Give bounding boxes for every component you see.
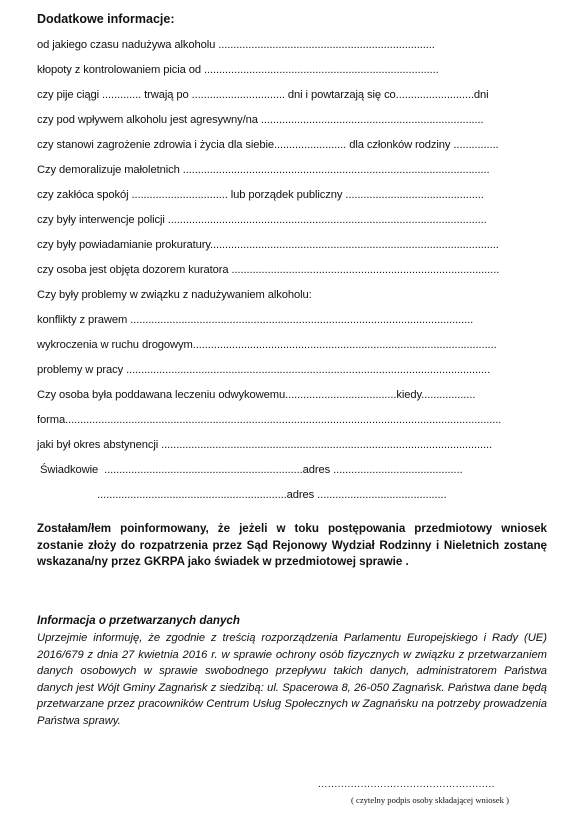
question-alcohol-problems: Czy były problemy w związku z nadużywaniem alkoholu:	[37, 289, 312, 301]
question-demoralization: Czy demoralizuje małoletnich ......................................................................................................	[37, 164, 490, 176]
witness-line-1: Świadkowie ..................................................................adres ...........................................	[37, 464, 463, 476]
witness-statement: Zostałam/łem poinformowany, że jeżeli w toku postępowania przedmiotowy wniosek zostanie złoży do rozpatrzenia przez Sąd Rejonowy Wydział Rodzinny i Nieletnich zostanę wskazana/ny przez GKRPA jako świadek w przedmiotowej sprawie .	[37, 522, 547, 568]
signature-line: ......................................................	[318, 779, 496, 790]
question-police-interventions: czy były interwencje policji ..........................................................................................................	[37, 214, 487, 226]
question-control-problems: kłopoty z kontrolowaniem picia od ..............................................................................	[37, 64, 439, 76]
question-abstinence-period: jaki był okres abstynencji ..............................................................................................................	[37, 439, 493, 451]
data-processing-body: Uprzejmie informuję, że zgodnie z treścią rozporządzenia Parlamentu Europejskiego i Rady (UE) 2016/679 z dnia 27 kwietnia 2016 r. w sprawie ochrony osób fizycznych w związku z przetwarzaniem danych osobowych w sprawie swobodnego przepływu takich danych, administratorem Państwa danych jest Wójt Gminy Zagnańsk z siedzibą: ul. Spacerowa 8, 26-050 Zagnańsk. Państwa dane będą przetwarzane przez pracowników Centrum Usług Społecznych w Zagnańsku na potrzeby prowadzenia Państwa sprawy.	[37, 632, 547, 727]
question-work-problems: problemy w pracy .........................................................................................................................	[37, 364, 491, 376]
question-legal-conflicts: konflikty z prawem ..................................................................................................................	[37, 314, 474, 326]
question-traffic-offenses: wykroczenia w ruchu drogowym.....................................................................................................	[37, 339, 497, 351]
witness-line-2: ...............................................................adres ...........................................	[37, 489, 447, 501]
section-heading: Dodatkowe informacje:	[37, 12, 175, 26]
question-aggression: czy pod wpływem alkoholu jest agresywny/na ..........................................................................	[37, 114, 484, 126]
question-probation: czy osoba jest objęta dozorem kuratora .........................................................................................	[37, 264, 500, 276]
signature-caption: ( czytelny podpis osoby składającej wniosek )	[351, 795, 509, 805]
question-treatment: Czy osoba była poddawana leczeniu odwykowemu.....................................kiedy..................	[37, 389, 476, 401]
question-treatment-form: forma.................................................................................................................................................	[37, 414, 502, 426]
question-drinking-since: od jakiego czasu nadużywa alkoholu ........................................................................	[37, 39, 435, 51]
question-prosecutor: czy były powiadamianie prokuratury................................................................................................	[37, 239, 499, 251]
data-processing-title: Informacja o przetwarzanych danych	[37, 614, 240, 627]
question-disturbing-peace: czy zakłóca spokój ................................ lub porządek publiczny ..............................................	[37, 189, 484, 201]
question-danger: czy stanowi zagrożenie zdrowia i życia dla siebie........................ dla członków rodziny ...............	[37, 139, 499, 151]
question-binge-drinking: czy pije ciągi ............. trwają po ............................... dni i powtarzają się co..........................dni	[37, 89, 489, 101]
